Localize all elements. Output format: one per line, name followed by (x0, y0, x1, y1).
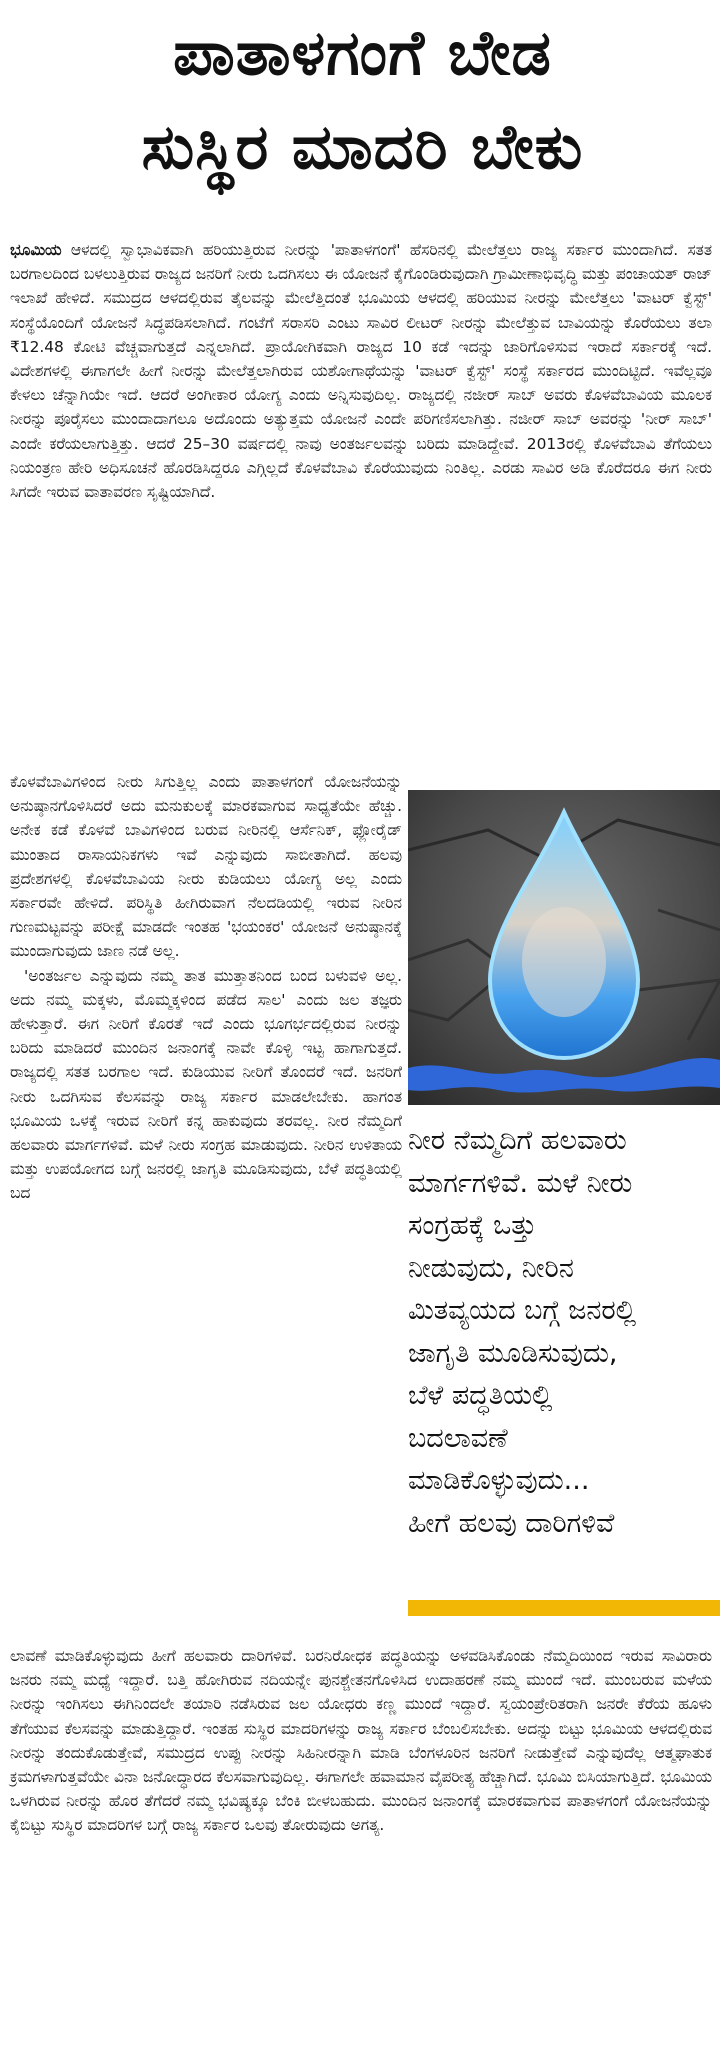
water-drop-on-rock-illustration (408, 790, 720, 1105)
accent-rule (408, 1600, 720, 1616)
pull-quote-line: ಜಾಗೃತಿ ಮೂಡಿಸುವುದು, (408, 1337, 618, 1369)
article-paragraph: ಲಾವಣೆ ಮಾಡಿಕೊಳ್ಳುವುದು ಹೀಗೆ ಹಲವಾರು ದಾರಿಗಳಿವೆ. ಬರನಿರೋಧಕ ಪದ್ಧತಿಯನ್ನು ಅಳವಡಿಸಿಕೊಂಡು ನೆಮ್ಮದಿಯಿಂದ ಇರುವ ಸಾವಿರಾರು ಜನರು ನಮ್ಮ ಮಧ್ಯೆ ಇದ್ದಾರೆ. ಬತ್ತಿ ಹೋಗಿರುವ ನದಿಯನ್ನೇ ಪುನಶ್ಚೇತನಗೊಳಿಸಿದ ಉದಾಹರಣೆ ನಮ್ಮ ಮುಂದೆ ಇದೆ. ಮುಂಬರುವ ಮಳೆಯ ನೀರನ್ನು ಇಂಗಿಸಲು ಈಗಿನಿಂದಲೇ ತಯಾರಿ ನಡೆಸಿರುವ ಜಲ ಯೋಧರು ಕಣ್ಣ ಮುಂದೆ ಇದ್ದಾರೆ. ಸ್ವಯಂಪ್ರೇರಿತರಾಗಿ ಜನರೇ ಕೆರೆಯ ಹೂಳು ತೆಗೆಯುವ ಕೆಲಸವನ್ನು ಮಾಡುತ್ತಿದ್ದಾರೆ. ಇಂತಹ ಸುಸ್ಥಿರ ಮಾದರಿಗಳನ್ನು ರಾಜ್ಯ ಸರ್ಕಾರ ಬೆಂಬಲಿಸಬೇಕು. ಅದನ್ನು ಬಿಟ್ಟು ಭೂಮಿಯ ಆಳದಲ್ಲಿರುವ ನೀರನ್ನು ತಂದುಕೊಡುತ್ತೇವೆ, ಸಮುದ್ರದ ಉಪ್ಪು ನೀರನ್ನು ಸಿಹಿನೀರನ್ನಾಗಿ ಮಾಡಿ ಬೆಂಗಳೂರಿನ ಜನರಿಗೆ ನೀಡುತ್ತೇವೆ ಎನ್ನುವುದೆಲ್ಲ ಆತ್ಮಘಾತುಕ ಕ್ರಮಗಳಾಗುತ್ತವೆಯೇ ವಿನಾ ಜನೋದ್ಧಾರದ ಕೆಲಸವಾಗುವುದಿಲ್ಲ. ಈಗಾಗಲೇ ಹವಾಮಾನ ವೈಪರೀತ್ಯ ಹೆಚ್ಚಾಗಿದೆ. ಭೂಮಿ ಬಿಸಿಯಾಗುತ್ತಿದೆ. ಭೂಮಿಯ ಒಳಗಿರುವ ನೀರನ್ನು ಹೊರ ತೆಗೆದರೆ ನಮ್ಮ ಭವಿಷ್ಯಕ್ಕೂ ಬೆಂಕಿ ಬೀಳಬಹುದು. ಮುಂದಿನ ಜನಾಂಗಕ್ಕೆ ಮಾರಕವಾಗುವ ಪಾತಾಳಗಂಗೆ ಯೋಜನೆಯನ್ನು ಕೈಬಿಟ್ಟು ಸುಸ್ಥಿರ ಮಾದರಿಗಳ ಬಗ್ಗೆ ರಾಜ್ಯ ಸರ್ಕಾರ ಒಲವು ತೋರುವುದು ಅಗತ್ಯ. (10, 1647, 712, 1835)
pull-quote-line: ಮಾರ್ಗಗಳಿವೆ. ಮಳೆ ನೀರು (408, 1167, 633, 1199)
pull-quote-line: ಮಿತವ್ಯಯದ ಬಗ್ಗೆ ಜನರಲ್ಲಿ (408, 1295, 637, 1326)
pull-quote-line: ನೀಡುವುದು, ನೀರಿನ (408, 1252, 574, 1284)
headline-line-1: ಪಾತಾಳಗಂಗೆ ಬೇಡ (173, 16, 552, 89)
pull-quote-line: ಬೆಳೆ ಪದ್ಧತಿಯಲ್ಲಿ (408, 1380, 553, 1411)
headline-line-2: ಸುಸ್ಥಿರ ಮಾದರಿ ಬೇಕು (141, 110, 584, 183)
pull-quote-line: ಮಾಡಿಕೊಳ್ಳುವುದು... (408, 1465, 590, 1496)
article-paragraph: 'ಅಂತರ್ಜಲ ಎನ್ನುವುದು ನಮ್ಮ ತಾತ ಮುತ್ತಾತನಿಂದ ಬಂದ ಬಳುವಳಿ ಅಲ್ಲ. ಅದು ನಮ್ಮ ಮಕ್ಕಳು, ಮೊಮ್ಮಕ್ಕಳಿಂದ ಪಡೆದ ಸಾಲ' ಎಂದು ಜಲ ತಜ್ಞರು ಹೇಳುತ್ತಾರೆ. ಈಗ ನೀರಿಗೆ ಕೊರತೆ ಇದೆ ಎಂದು ಭೂಗರ್ಭದಲ್ಲಿರುವ ನೀರನ್ನು ಬರಿದು ಮಾಡಿದರೆ ಮುಂದಿನ ಜನಾಂಗಕ್ಕೆ ನಾವೇ ಕೊಳ್ಳಿ ಇಟ್ಟ ಹಾಗಾಗುತ್ತದೆ. ರಾಜ್ಯದಲ್ಲಿ ಸತತ ಬರಗಾಲ ಇದೆ. ಕುಡಿಯುವ ನೀರಿಗೆ ತೊಂದರೆ ಇದೆ. ಜನರಿಗೆ ನೀರು ಒದಗಿಸುವ ಕೆಲಸವನ್ನು ರಾಜ್ಯ ಸರ್ಕಾರ ಮಾಡಲೇಬೇಕು. ಹಾಗಂತ ಭೂಮಿಯ ಒಳಕ್ಕೆ ಇರುವ ನೀರಿಗೆ ಕನ್ನ ಹಾಕುವುದು ತರವಲ್ಲ. ನೀರ ನೆಮ್ಮದಿಗೆ ಹಲವಾರು ಮಾರ್ಗಗಳಿವೆ. ಮಳೆ ನೀರು ಸಂಗ್ರಹ ಮಾಡುವುದು. ನೀರಿನ ಉಳಿತಾಯ ಮತ್ತು ಉಪಯೋಗದ ಬಗ್ಗೆ ಜನರಲ್ಲಿ ಜಾಗೃತಿ ಮೂಡಿಸುವುದು, ಬೆಳೆ ಪದ್ಧತಿಯಲ್ಲಿ ಬದ (10, 966, 402, 1203)
article-body-bottom (10, 1644, 712, 1838)
water-drop-image (408, 790, 720, 1105)
article-paragraph: ಕೊಳವೆಬಾವಿಗಳಿಂದ ನೀರು ಸಿಗುತ್ತಿಲ್ಲ ಎಂದು ಪಾತಾಳಗಂಗೆ ಯೋಜನೆಯನ್ನು ಅನುಷ್ಠಾನಗೊಳಿಸಿದರೆ ಅದು ಮನುಕುಲಕ್ಕೆ ಮಾರಕವಾಗುವ ಸಾಧ್ಯತೆಯೇ ಹೆಚ್ಚು. ಅನೇಕ ಕಡೆ ಕೊಳವೆ ಬಾವಿಗಳಿಂದ ಬರುವ ನೀರಿನಲ್ಲಿ ಆರ್ಸೆನಿಕ್, ಫ್ಲೋರೈಡ್ ಮುಂತಾದ ರಾಸಾಯನಿಕಗಳು ಇವೆ ಎನ್ನುವುದು ಸಾಬೀತಾಗಿದೆ. ಹಲವು ಪ್ರದೇಶಗಳಲ್ಲಿ ಕೊಳವೆಬಾವಿಯ ನೀರು ಕುಡಿಯಲು ಯೋಗ್ಯ ಅಲ್ಲ ಎಂದು ಸರ್ಕಾರವೇ ಹೇಳಿದೆ. ಪರಿಸ್ಥಿತಿ ಹೀಗಿರುವಾಗ ನೆಲದಡಿಯಲ್ಲಿ ಇರುವ ನೀರಿನ ಗುಣಮಟ್ಟವನ್ನು ಪರೀಕ್ಷೆ ಮಾಡದೇ ಇಂತಹ 'ಭಯಂಕರ' ಯೋಜನೆ ಅನುಷ್ಠಾನಕ್ಕೆ ಮುಂದಾಗುವುದು ಜಾಣ ನಡೆ ಅಲ್ಲ. (10, 773, 402, 961)
pull-quote-line: ನೀರ ನೆಮ್ಮದಿಗೆ ಹಲವಾರು (408, 1125, 627, 1156)
article-body-left (10, 770, 402, 1206)
lead-word: ಭೂಮಿಯ (10, 241, 62, 259)
pull-quote-line: ಸಂಗ್ರಹಕ್ಕೆ ಒತ್ತು (408, 1210, 537, 1241)
article-text: ಆಳದಲ್ಲಿ ಸ್ವಾಭಾವಿಕವಾಗಿ ಹರಿಯುತ್ತಿರುವ ನೀರನ್ನು 'ಪಾತಾಳಗಂಗೆ' ಹೆಸರಿನಲ್ಲಿ ಮೇಲೆತ್ತಲು ರಾಜ್ಯ ಸರ್ಕಾರ ಮುಂದಾಗಿದೆ. ಸತತ ಬರಗಾಲದಿಂದ ಬಳಲುತ್ತಿರುವ ರಾಜ್ಯದ ಜನರಿಗೆ ನೀರು ಒದಗಿಸಲು ಈ ಯೋಜನೆ ಕೈಗೊಂಡಿರುವುದಾಗಿ ಗ್ರಾಮೀಣಾಭಿವೃದ್ಧಿ ಮತ್ತು ಪಂಚಾಯತ್ ರಾಜ್ ಇಲಾಖೆ ಹೇಳಿದೆ. ಸಮುದ್ರದ ಆಳದಲ್ಲಿರುವ ತೈಲವನ್ನು ಮೇಲೆತ್ತಿದಂತೆ ಭೂಮಿಯ ಆಳದಲ್ಲಿ ಹರಿಯುವ ನೀರನ್ನು ಮೇಲೆತ್ತಲು 'ವಾಟರ್ ಕ್ವೆಸ್ಟ್' ಸಂಸ್ಥೆಯೊಂದಿಗೆ ಯೋಜನೆ ಸಿದ್ಧಪಡಿಸಲಾಗಿದೆ. ಗಂಟೆಗೆ ಸರಾಸರಿ ಎಂಟು ಸಾವಿರ ಲೀಟರ್ ನೀರನ್ನು ಮೇಲೆತ್ತುವ ಬಾವಿಯನ್ನು ಕೊರೆಯಲು ತಲಾ ₹12.48 ಕೋಟಿ ವೆಚ್ಚವಾಗುತ್ತದೆ ಎನ್ನಲಾಗಿದೆ. ಪ್ರಾಯೋಗಿಕವಾಗಿ ರಾಜ್ಯದ 10 ಕಡೆ ಇದನ್ನು ಜಾರಿಗೊಳಿಸುವ ಇರಾದೆ ಸರ್ಕಾರಕ್ಕೆ ಇದೆ. ವಿದೇಶಗಳಲ್ಲಿ ಈಗಾಗಲೇ ಹೀಗೆ ನೀರನ್ನು ಮೇಲೆತ್ತಲಾಗಿರುವ ಯಶೋಗಾಥೆಯನ್ನು 'ವಾಟರ್ ಕ್ವೆಸ್ಟ್' ಸಂಸ್ಥೆ ಸರ್ಕಾರದ ಮುಂದಿಟ್ಟಿದೆ. ಇವೆಲ್ಲವೂ ಕೇಳಲು ಚೆನ್ನಾಗಿಯೇ ಇದೆ. ಆದರೆ ಅಂಗೀಕಾರ ಯೋಗ್ಯ ಎಂದು ಅನ್ನಿಸುವುದಿಲ್ಲ. ರಾಜ್ಯದಲ್ಲಿ ನಜೀರ್ ಸಾಬ್ ಅವರು ಕೊಳವೆಬಾವಿಯ ಮೂಲಕ ನೀರನ್ನು ಪೂರೈಸಲು ಮುಂದಾದಾಗಲೂ ಅದೊಂದು ಅತ್ಯುತ್ತಮ ಯೋಜನೆ ಎಂದೇ ಪರಿಗಣಿಸಲಾಗಿತ್ತು. ನಜೀರ್ ಸಾಬ್ ಅವರನ್ನು 'ನೀರ್ ಸಾಬ್' ಎಂದೇ ಕರೆಯಲಾಗುತ್ತಿತ್ತು. ಆದರೆ 25–30 ವರ್ಷದಲ್ಲಿ ನಾವು ಅಂತರ್ಜಲವನ್ನು ಬರಿದು ಮಾಡಿದ್ದೇವೆ. 2013ರಲ್ಲಿ ಕೊಳವೆಬಾವಿ ತೆಗೆಯಲು ನಿಯಂತ್ರಣ ಹೇರಿ ಅಧಿಸೂಚನೆ ಹೊರಡಿಸಿದ್ದರೂ ಎಗ್ಗಿಲ್ಲದೆ ಕೊಳವೆಬಾವಿ ಕೊರೆಯುವುದು ನಿಂತಿಲ್ಲ. ಎರಡು ಸಾವಿರ ಅಡಿ ಕೊರೆದರೂ ಈಗ ನೀರು ಸಿಗದೇ ಇರುವ ವಾತಾವರಣ ಸೃಷ್ಟಿಯಾಗಿದೆ. (10, 241, 712, 502)
pull-quote-line: ಬದಲಾವಣೆ (408, 1422, 508, 1454)
pull-quote (408, 1120, 713, 1545)
pull-quote-line: ಹೀಗೆ ಹಲವು ದಾರಿಗಳಿವೆ (408, 1507, 615, 1539)
article-body-top (10, 238, 712, 504)
article-paragraph (10, 238, 712, 504)
